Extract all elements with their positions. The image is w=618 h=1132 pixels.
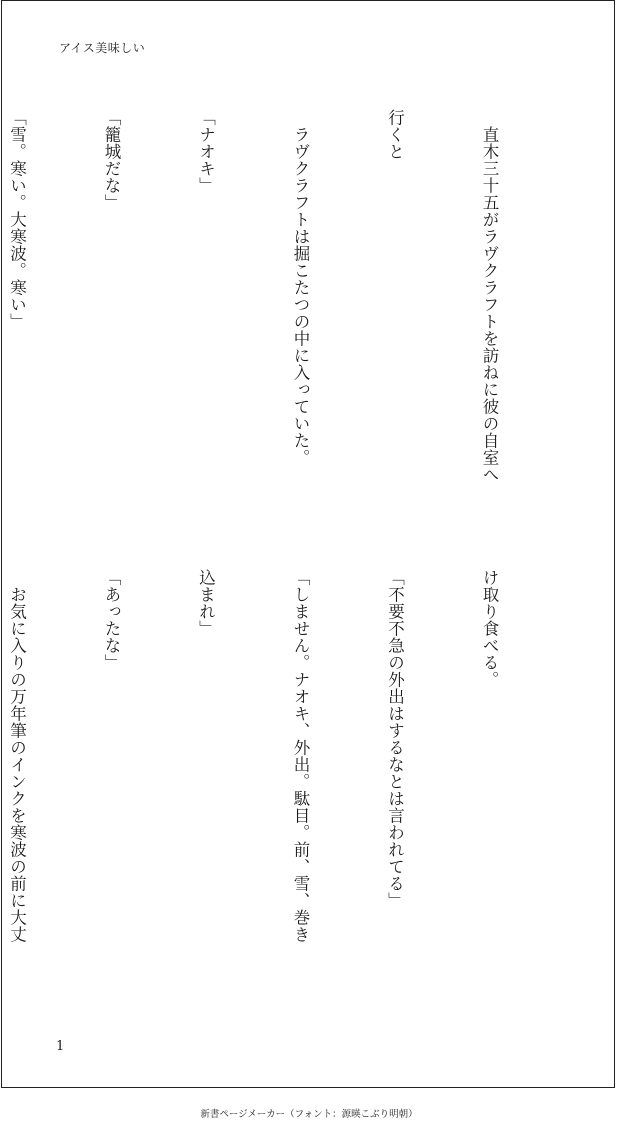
text-line: 「ナオキ」 (196, 109, 216, 194)
lower-text-block (0, 569, 568, 989)
novel-page (1, 0, 615, 1088)
text-line: け取り食べる。 (480, 569, 499, 688)
text-line: 「あったな」 (102, 569, 121, 671)
text-line: 「雪。寒い。大寒波。寒い」 (7, 109, 27, 330)
text-line: お気に入りの万年筆のインクを寒波の前に大丈 (7, 569, 27, 943)
text-line: 直木三十五がラヴクラフトを訪ねに彼の自室へ (480, 109, 499, 483)
text-line: 「しません。ナオキ、外出。駄目。前、雪、巻き (291, 569, 310, 943)
upper-text-block (0, 109, 568, 529)
page-header-title: アイス美味しい (59, 41, 146, 55)
page-number: 1 (56, 1039, 65, 1054)
text-line: 「不要不急の外出はするなとは言われてる」 (385, 569, 405, 909)
text-line: ラヴクラフトは掘こたつの中に入っていた。 (291, 109, 310, 466)
text-line: 「籠城だな」 (102, 109, 121, 211)
footer-credit: 新書ページメーカー（フォント：源暎こぶり明朝） (200, 1109, 418, 1120)
text-line: 行くと (385, 109, 405, 160)
text-line: 込まれ」 (196, 569, 216, 637)
